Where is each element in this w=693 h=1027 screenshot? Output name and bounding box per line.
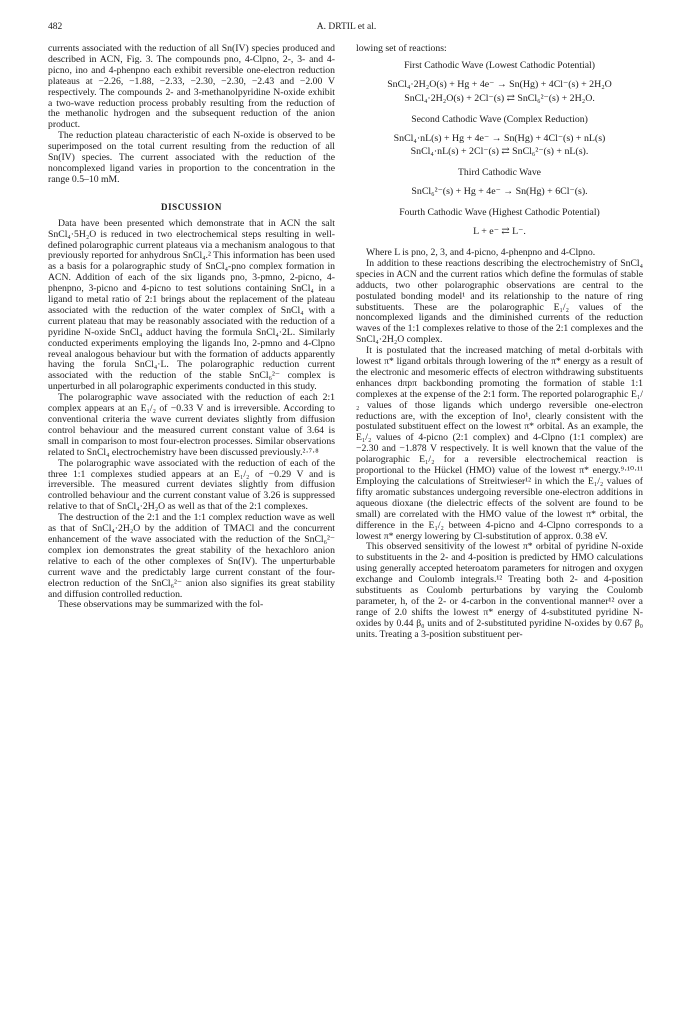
page-number: 482 [48,22,63,32]
paragraph: It is postulated that the increased matching of metal d-orbitals with lowest π* ligand orbitals through lowering of the π* energy as a result of the electronic and mesomeric effects of electron withdrawing substituents enhances dπpπ backbonding promoting the formation of stable 1:1 complexes at the expense of the 2:1 form. The reported polarographic E₁/₂ values of those ligands which undergo reversible one-electron reductions are, with the exception of Ino¹, clearly consistent with the postulated substituent effect on the lowest π* orbital. As an example, the E₁/₂ values of 4-picno (2:1 complex) and 4-Clpno (1:1 complex) are −2.30 and −1.878 V respectively. It is well known that the value of the polarographic E₁/₂ for a reversible electrochemical reaction is proportional to the Hückel (HMO) value of the lowest π* energy.⁹·¹⁰·¹¹ Employing the calculations of Streitwieser¹² in which the E₁/₂ values of fifty aromatic substances undergoing reversible one-electron additions in aqueous dioxane (the dielectric effects of the solvent are found to be small) are correlated with the HMO value of the lowest π* orbital, the difference in the E₁/₂ between 4-picno and 4-Clpno corresponds to a lowest π* energy lowering by Cl-substitution of approx. 0.38 eV. [356,345,643,542]
left-column [48,44,335,611]
running-head: A. DRTIL et al. [316,22,377,32]
page-header [48,22,645,36]
paragraph: The reduction plateau characteristic of each N-oxide is observed to be superimposed on the total current resulting from the reduction of all Sn(IV) species. The current associated with the reduction of the noncomplexed ligand varies in proportion to the concentration in the range 0.5–10 mM. [48,130,335,185]
paragraph: Where L is pno, 2, 3, and 4-picno, 4-phenpno and 4-Clpno. [366,246,596,258]
wave-heading: First Cathodic Wave (Lowest Cathodic Potential) [404,59,595,71]
paragraph: lowing set of reactions: [356,43,447,54]
equation: SnCl₄·nL(s) + 2Cl⁻(s) ⇄ SnCl₆²⁻(s) + nL(s). [410,146,589,158]
paragraph: In addition to these reactions describing the electrochemistry of SnCl₄ species in ACN and the current ratios which define the formulas of stable adducts, two other polarographic observations are central to the postulated bonding model¹ and its relationship to the nature of ring substituents. These are the polarographic E₁/₂ values of the noncomplexed ligands and the diminished currents of the reduction waves of the 1:1 complexes relative to those of the 2:1 complexes and the SnCl₄·2H₂O complex. [356,257,643,346]
paragraph: currents associated with the reduction of all Sn(IV) species produced and described in ACN, Fig. 3. The compounds pno, 4-Clpno, 2-, 3- and 4-picno, ino and 4-phenpno each exhibit reversible one-electron reduction plateaus at −2.26, −1.88, −2.33, −2.30, −2.30, −2.43 and −2.00 V respectively. The compounds 2- and 3-methanolpyridine N-oxide exhibit a two-wave reduction process probably resulting from the reduction of the methanolic hydrogen and the subsequent reduction of the anion product. [48,43,335,131]
equation: SnCl₄·2H₂O(s) + Hg + 4e⁻ → Sn(Hg) + 4Cl⁻(s) + 2H₂O [387,78,612,90]
wave-heading: Second Cathodic Wave (Complex Reduction) [411,113,588,125]
paragraph: Data have been presented which demonstrate that in ACN the salt SnCl₄·5H₂O is reduced in two electrochemical steps resulting in well-defined polarographic current plateaus via a mechanism analogous to that previously reported for anhydrous SnCl₄.² This information has been used as a basis for a polarographic study of SnCl₄-pno complex formation in ACN. Addition of each of the six ligands pno, 3-pmno, 2-picno, 4-phenpno, 3-picno and 4-picno to test solutions containing SnCl₄ in a ligand to metal ratio of 2:1 brings about the replacement of the plateau associated with the reduction of the water complex of SnCl₄ with a current plateau that may be reasonably associated with the reduction of a pyridine N-oxide SnCl₄ adduct having the formula SnCl₄·2L. Similarly conducted experiments employing the ligands Ino, 2-pmno and 4-Clpno reveal analogous behaviour but with the formation of adducts apparently having the forula SnCl₄·L. The polarographic reduction current associated with the reduction of the stable SnCl₆²⁻ complex is unperturbed in all polarographic experiments conducted in this study. [48,217,335,393]
equation: SnCl₄·2H₂O(s) + 2Cl⁻(s) ⇄ SnCl₆²⁻(s) + 2H₂O. [404,92,595,104]
equation: SnCl₆²⁻(s) + Hg + 4e⁻ → Sn(Hg) + 6Cl⁻(s). [411,186,588,198]
paragraph: These observations may be summarized with the fol- [58,599,264,611]
wave-heading: Fourth Cathodic Wave (Highest Cathodic Potential) [399,207,600,219]
right-column [356,44,643,641]
paragraph: This observed sensitivity of the lowest π* orbital of pyridine N-oxide to substituents in the 2- and 4-position is predicted by HMO calculations using generally accepted heteroatom parameters for nitrogen and oxygen exchange and Coulomb integrals.¹² Treating both 2- and 4-position substituents as Coulomb perturbations by varying the Coulomb parameter, h, of the 2- or 4-carbon in the conventional manner¹² over a range of 2.0 shifts the lowest π* energy of 4-substituted pyridine N-oxides by 0.44 β₀ units and of 2-substituted pyridine N-oxides by 0.67 β₀ units. Treating a 3-position substituent per- [356,541,643,640]
equation: SnCl₄·nL(s) + Hg + 4e⁻ → Sn(Hg) + 4Cl⁻(s) + nL(s) [393,132,606,144]
section-heading: DISCUSSION [160,201,223,212]
paragraph: The polarographic wave associated with the reduction of each of the three 1:1 complexes studied appears at an E₁/₂ of −0.29 V and is irreversible. The measured current deviates slightly from diffusion controlled behaviour and the current constant value of 3.26 is suppressed relative to that of SnCl₄·2H₂O as well as that of the 2:1 complexes. [48,457,335,513]
equation: L + e⁻ ⇄ L⁻. [473,226,526,238]
paragraph: The polarographic wave associated with the reduction of each 2:1 complex appears at an E₁/₂ of −0.33 V and is irreversible. According to conventional criteria the wave current deviates slightly from diffusion control behaviour and the measured current constant value of 3.64 is small in comparison to most four-electron processes. Similar observations related to SnCl₄ electrochemistry have been discussed previously.²·⁷·⁸ [48,392,335,458]
wave-heading: Third Cathodic Wave [458,167,541,179]
paragraph: The destruction of the 2:1 and the 1:1 complex reduction wave as well as that of SnCl₄·2H₂O by the addition of TMACl and the concurrent enhancement of the wave associated with the reduction of the SnCl₆²⁻ complex ion demonstrates the great stability of the hexachloro anion relative to each of the other complexes of Sn(IV). The unperturbable current wave and the predictably large current constant of the four-electron reduction of the SnCl₆²⁻ anion also signifies its great stability and diffusion controlled reduction. [48,512,335,600]
